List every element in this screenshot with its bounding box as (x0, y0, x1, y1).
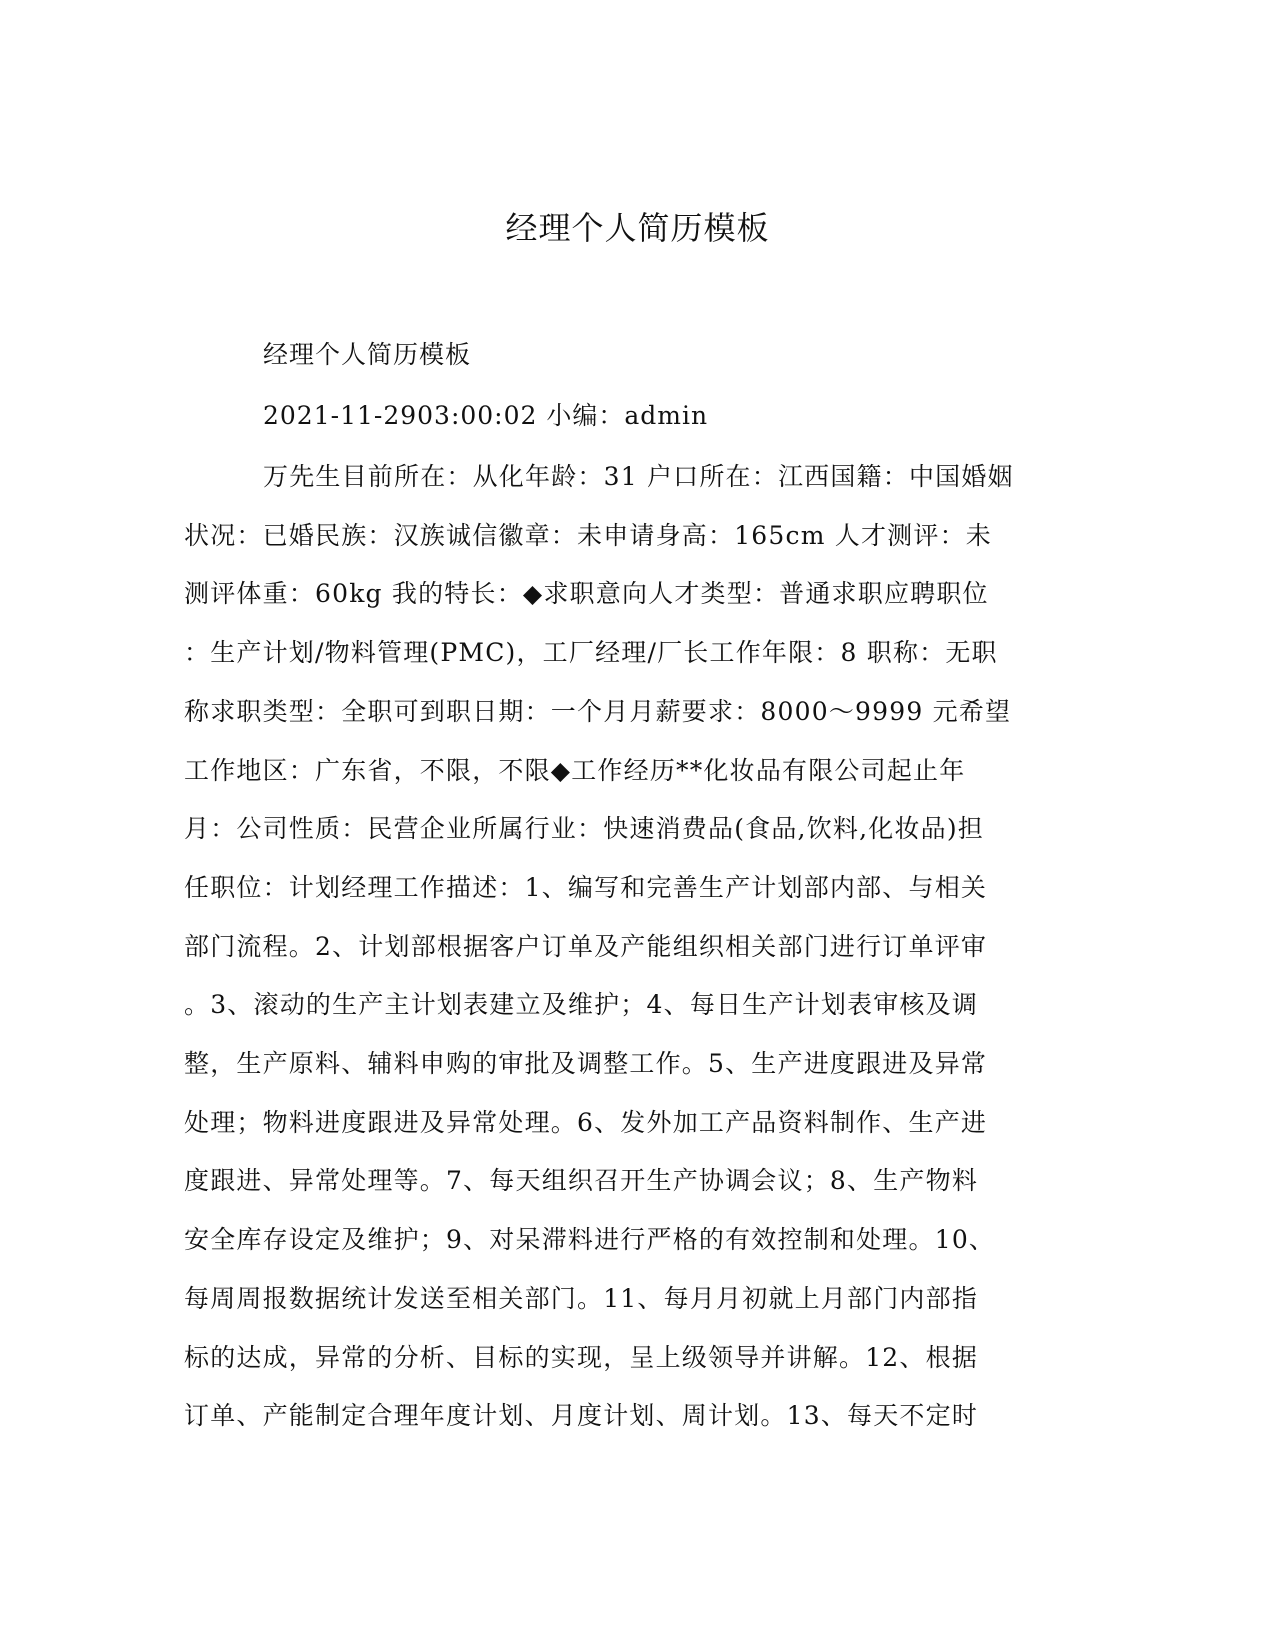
body-line: 工作地区：广东省，不限，不限◆工作经历**化妆品有限公司起止年 (184, 756, 966, 785)
body-line: 每周周报数据统计发送至相关部门。11、每月月初就上月部门内部指 (184, 1284, 979, 1313)
body-line: 状况：已婚民族：汉族诚信徽章：未申请身高：165cm 人才测评：未 (184, 521, 992, 550)
body-line: 称求职类型：全职可到职日期：一个月月薪要求：8000～9999 元希望 (184, 697, 1012, 726)
body-line: 整，生产原料、辅料申购的审批及调整工作。5、生产进度跟进及异常 (184, 1049, 988, 1078)
body-line: 部门流程。2、计划部根据客户订单及产能组织相关部门进行订单评审 (184, 932, 988, 961)
body-line: 安全库存设定及维护；9、对呆滞料进行严格的有效控制和处理。10、 (184, 1225, 996, 1254)
body-line: 万先生目前所在：从化年龄：31 户口所在：江西国籍：中国婚姻 (263, 462, 1014, 491)
body-line: 测评体重：60kg 我的特长：◆求职意向人才类型：普通求职应聘职位 (184, 579, 989, 608)
document-title: 经理个人简历模板 (505, 209, 770, 247)
article-meta: 2021-11-2903:00:02 小编：admin (263, 401, 709, 430)
article-title: 经理个人简历模板 (263, 340, 472, 369)
body-line: 度跟进、异常处理等。7、每天组织召开生产协调会议；8、生产物料 (184, 1166, 979, 1195)
body-line: 。3、滚动的生产主计划表建立及维护；4、每日生产计划表审核及调 (184, 990, 979, 1019)
body-line: 月：公司性质：民营企业所属行业：快速消费品(食品,饮料,化妆品)担 (184, 814, 985, 843)
body-line: ：生产计划/物料管理(PMC)，工厂经理/厂长工作年限：8 职称：无职 (184, 638, 998, 667)
body-line: 标的达成，异常的分析、目标的实现，呈上级领导并讲解。12、根据 (184, 1343, 979, 1372)
body-line: 订单、产能制定合理年度计划、月度计划、周计划。13、每天不定时 (184, 1401, 979, 1430)
body-line: 任职位：计划经理工作描述：1、编写和完善生产计划部内部、与相关 (184, 873, 988, 902)
body-line: 处理；物料进度跟进及异常处理。6、发外加工产品资料制作、生产进 (184, 1108, 988, 1137)
